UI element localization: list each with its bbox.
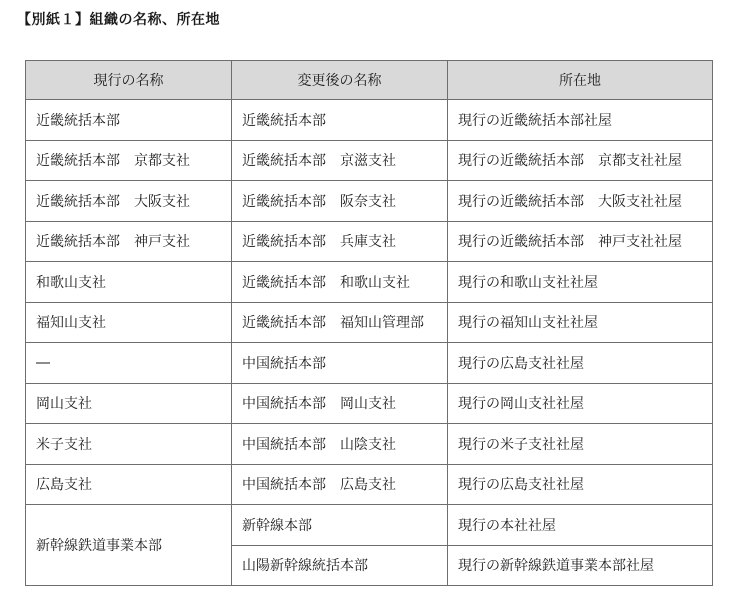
cell-new-name: 近畿統括本部 兵庫支社 xyxy=(232,221,448,262)
cell-new-name: 近畿統括本部 福知山管理部 xyxy=(232,302,448,343)
cell-new-name: 近畿統括本部 阪奈支社 xyxy=(232,181,448,222)
table-row xyxy=(26,343,713,384)
cell-new-name: 中国統括本部 岡山支社 xyxy=(232,383,448,424)
cell-location: 現行の和歌山支社社屋 xyxy=(448,262,713,303)
cell-location: 現行の米子支社社屋 xyxy=(448,424,713,465)
cell-location: 現行の福知山支社社屋 xyxy=(448,302,713,343)
cell-location: 現行の近畿統括本部 大阪支社社屋 xyxy=(448,181,713,222)
cell-location: 現行の新幹線鉄道事業本部社屋 xyxy=(448,545,713,586)
cell-new-name: 近畿統括本部 京滋支社 xyxy=(232,140,448,181)
cell-location: 現行の広島支社社屋 xyxy=(448,343,713,384)
cell-current-name: 近畿統括本部 神戸支社 xyxy=(26,221,232,262)
cell-location: 現行の本社社屋 xyxy=(448,505,713,546)
cell-new-name: 近畿統括本部 和歌山支社 xyxy=(232,262,448,303)
header-location: 所在地 xyxy=(448,61,713,100)
cell-new-name: 中国統括本部 xyxy=(232,343,448,384)
cell-location: 現行の近畿統括本部社屋 xyxy=(448,100,713,141)
cell-current-name-merged: 新幹線鉄道事業本部 xyxy=(26,505,232,586)
table-row-merged-top xyxy=(26,505,713,546)
cell-location: 現行の近畿統括本部 神戸支社社屋 xyxy=(448,221,713,262)
organization-table xyxy=(25,60,713,586)
cell-current-name: 和歌山支社 xyxy=(26,262,232,303)
table-row xyxy=(26,181,713,222)
cell-new-name: 山陽新幹線統括本部 xyxy=(232,545,448,586)
table-row xyxy=(26,100,713,141)
cell-new-name: 中国統括本部 広島支社 xyxy=(232,464,448,505)
header-new-name: 変更後の名称 xyxy=(232,61,448,100)
cell-current-name: 米子支社 xyxy=(26,424,232,465)
cell-new-name: 新幹線本部 xyxy=(232,505,448,546)
table-row xyxy=(26,424,713,465)
table-row xyxy=(26,140,713,181)
cell-current-name: 岡山支社 xyxy=(26,383,232,424)
table-row xyxy=(26,221,713,262)
cell-location: 現行の近畿統括本部 京都支社社屋 xyxy=(448,140,713,181)
cell-current-name: 福知山支社 xyxy=(26,302,232,343)
cell-location: 現行の岡山支社社屋 xyxy=(448,383,713,424)
cell-current-name: 近畿統括本部 xyxy=(26,100,232,141)
table-row xyxy=(26,262,713,303)
cell-current-name: 広島支社 xyxy=(26,464,232,505)
cell-current-name: 近畿統括本部 大阪支社 xyxy=(26,181,232,222)
cell-location: 現行の広島支社社屋 xyxy=(448,464,713,505)
table-row xyxy=(26,464,713,505)
cell-current-name: ― xyxy=(26,343,232,384)
table-row xyxy=(26,302,713,343)
cell-current-name: 近畿統括本部 京都支社 xyxy=(26,140,232,181)
document-heading: 【別紙１】組織の名称、所在地 xyxy=(17,12,220,28)
cell-new-name: 中国統括本部 山陰支社 xyxy=(232,424,448,465)
cell-new-name: 近畿統括本部 xyxy=(232,100,448,141)
header-current-name: 現行の名称 xyxy=(26,61,232,100)
table-row xyxy=(26,383,713,424)
table-header-row xyxy=(26,61,713,100)
